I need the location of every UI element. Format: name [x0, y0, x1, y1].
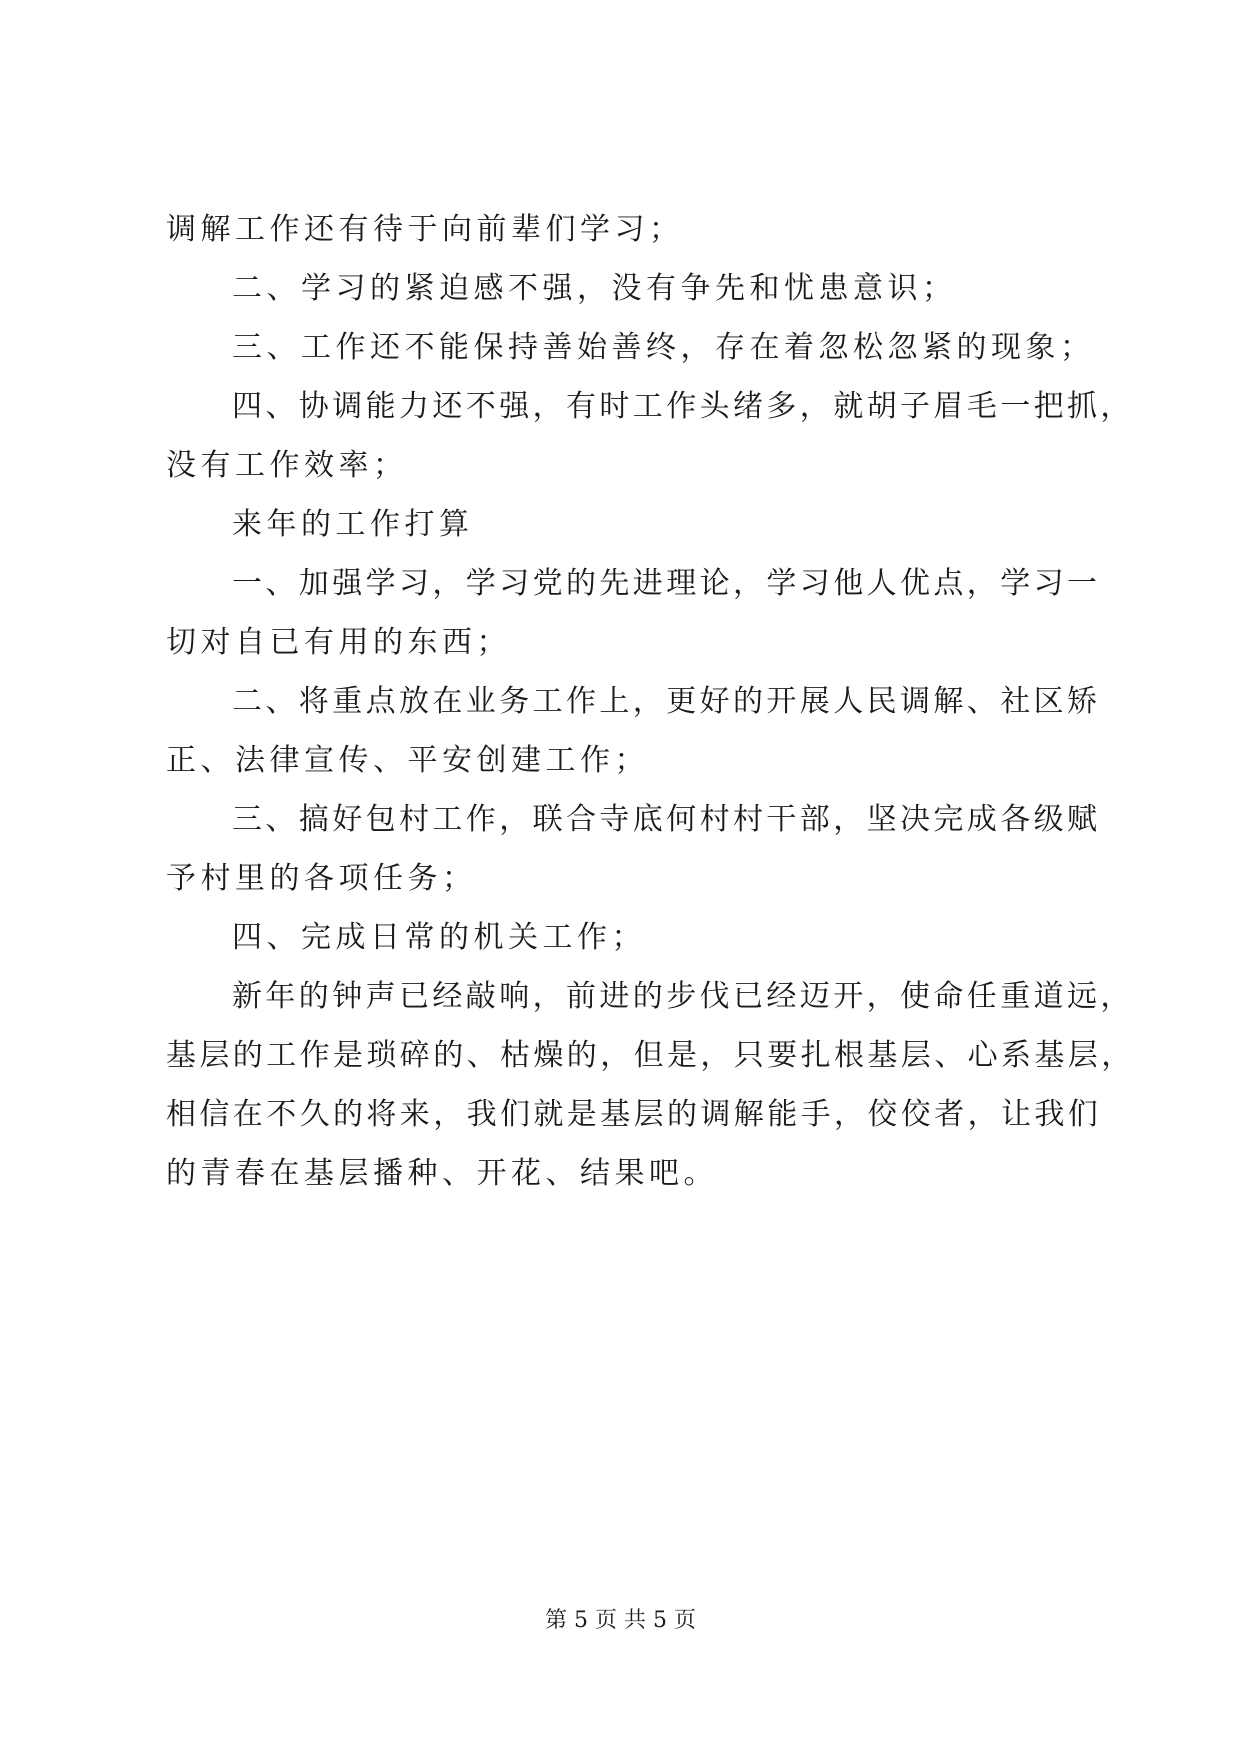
paragraph-line: 三、工作还不能保持善始善终，存在着忽松忽紧的现象； [232, 330, 1095, 365]
paragraph-line: 予村里的各项任务； [166, 861, 477, 896]
paragraph-line: 一、加强学习，学习党的先进理论，学习他人优点，学习一 [232, 566, 1101, 601]
paragraph-line: 新年的钟声已经敲响，前进的步伐已经迈开，使命任重道远， [232, 979, 1134, 1014]
document-body [166, 200, 1135, 1203]
paragraph-line: 的青春在基层播种、开花、结果吧。 [166, 1156, 718, 1191]
paragraph-line: 二、将重点放在业务工作上，更好的开展人民调解、社区矫 [232, 684, 1101, 719]
paragraph-line: 正、法律宣传、平安创建工作； [166, 743, 649, 778]
paragraph-line: 切对自已有用的东西； [166, 625, 511, 660]
paragraph-line: 三、搞好包村工作，联合寺底何村村干部，坚决完成各级赋 [232, 802, 1101, 837]
paragraph-line: 相信在不久的将来，我们就是基层的调解能手，佼佼者，让我们 [166, 1097, 1102, 1132]
paragraph-line: 四、协调能力还不强，有时工作头绪多，就胡子眉毛一把抓， [232, 389, 1134, 424]
paragraph-line: 没有工作效率； [166, 448, 408, 483]
paragraph-line: 二、学习的紧迫感不强，没有争先和忧患意识； [232, 271, 957, 306]
paragraph-line: 调解工作还有待于向前辈们学习； [166, 212, 684, 247]
paragraph-line: 基层的工作是琐碎的、枯燥的，但是，只要扎根基层、心系基层， [166, 1038, 1135, 1073]
page-number-label: 第 5 页 共 5 页 [545, 1608, 696, 1633]
page-footer [0, 1606, 1241, 1636]
section-heading: 来年的工作打算 [232, 507, 474, 542]
paragraph-line: 四、完成日常的机关工作； [232, 920, 646, 955]
